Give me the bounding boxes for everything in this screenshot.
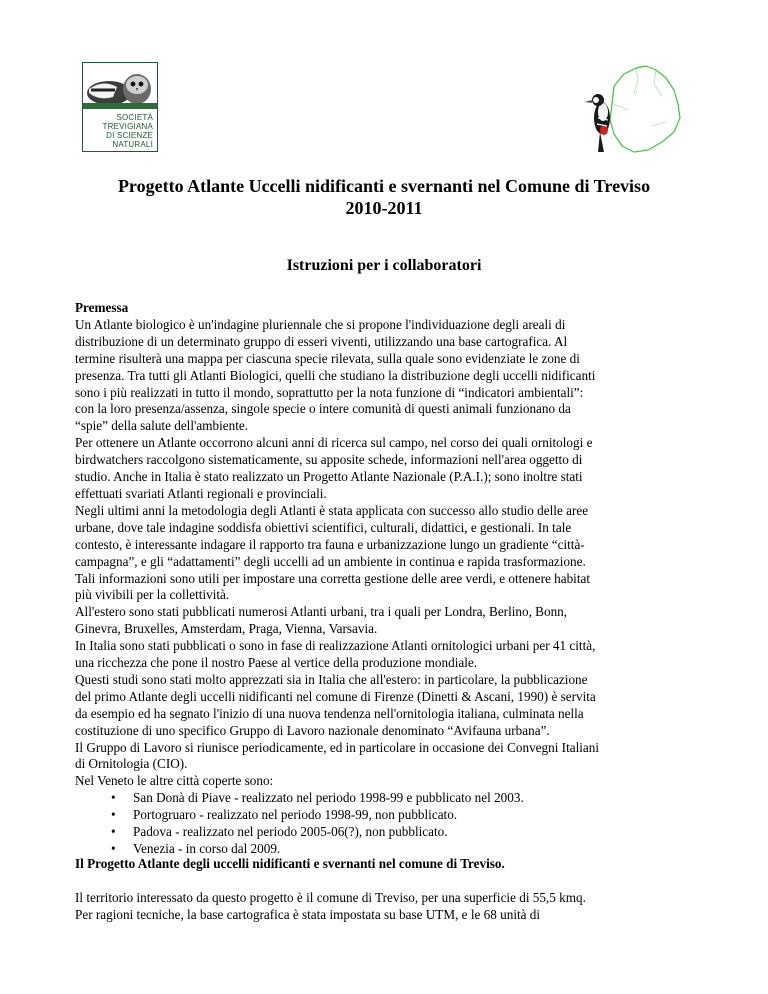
list-item: • San Donà di Piave - realizzato nel periodo 1998-99 e pubblicato nel 2003. xyxy=(133,790,703,807)
logo-line: NATURALI xyxy=(112,140,153,149)
text-line: Per ottenere un Atlante occorrono alcuni anni di ricerca sul campo, nel corso dei quali ornitologi e xyxy=(75,435,593,451)
text-line: sono i più realizzati in tutto il mondo, soprattutto per la nota funzione di “indicatori ambientali”: xyxy=(75,384,584,400)
section-progetto xyxy=(75,890,703,924)
section-heading: Premessa xyxy=(75,300,129,315)
text-line: effettuati svariati Atlanti regionali e provinciali. xyxy=(75,485,327,501)
text-line: termine risulterà una mappa per ciascuna specie rilevata, sulla quale sono evidenziate le zone di xyxy=(75,350,580,366)
section-heading: Il Progetto Atlante degli uccelli nidificanti e svernanti nel comune di Treviso. xyxy=(75,856,505,871)
text-line: Nel Veneto le altre città coperte sono: xyxy=(75,773,274,789)
page-subtitle: Istruzioni per i collaboratori xyxy=(286,257,482,274)
city-list xyxy=(75,790,703,858)
text-line: birdwatchers raccolgono sistematicamente, su apposite schede, informazioni nell'area oggetto di xyxy=(75,452,583,468)
title-line: 2010-2011 xyxy=(345,198,423,218)
text-line: con la loro presenza/assenza, singole specie o intere comunità di questi animali funzionano da xyxy=(75,401,571,417)
text-line: contesto, è interessante indagare il rapporto tra fauna e urbanizzazione lungo un gradiente “città- xyxy=(75,536,585,552)
text-line: Il territorio interessato da questo progetto è il comune di Treviso, per una superficie di 55,5 kmq. xyxy=(75,890,586,905)
woodpecker-icon xyxy=(584,94,610,152)
text-line: Negli ultimi anni la metodologia degli Atlanti è stata applicata con successo allo studio delle aree xyxy=(75,502,589,518)
section-premessa xyxy=(75,300,703,858)
text-line: Ginevra, Bruxelles, Amsterdam, Praga, Vienna, Varsavia. xyxy=(75,621,378,637)
list-item: • Venezia - in corso dal 2009. xyxy=(133,841,703,858)
title-line: Progetto Atlante Uccelli nidificanti e svernanti nel Comune di Treviso xyxy=(117,176,651,196)
text-line: distribuzione di un determinato gruppo di esseri viventi, utilizzando una base cartografica. Al xyxy=(75,333,568,349)
page-title xyxy=(40,175,728,219)
text-line: “spie” della salute dell'ambiente. xyxy=(75,418,249,434)
text-line: In Italia sono stati pubblicati o sono in fase di realizzazione Atlanti ornitologici urbani per 41 città, xyxy=(75,638,596,654)
list-item: • Portogruaro - realizzato nel periodo 1998-99, non pubblicato. xyxy=(133,807,703,824)
text-line: All'estero sono stati pubblicati numerosi Atlanti urbani, tra i quali per Londra, Berlino, Bonn, xyxy=(75,604,568,620)
text-line: Un Atlante biologico è un'indagine pluriennale che si propone l'individuazione degli areali di xyxy=(75,316,566,332)
badger-owl-icon xyxy=(83,63,157,109)
text-line: del primo Atlante degli uccelli nidificanti nel comune di Firenze (Dinetti & Ascani, 1990) è servita xyxy=(75,688,596,704)
woodpecker-map-icon xyxy=(576,60,686,160)
logo-line: SOCIETÀ xyxy=(116,113,153,122)
text-line: di Ornitologia (CIO). xyxy=(75,756,188,772)
text-line: Il Gruppo di Lavoro si riunisce periodicamente, ed in particolare in occasione dei Convegni Italiani xyxy=(75,739,600,755)
text-line: studio. Anche in Italia è stato realizzato un Progetto Atlante Nazionale (P.A.I.); sono inoltre stati xyxy=(75,469,583,485)
text-line: Tali informazioni sono utili per impostare una corretta gestione delle aree verdi, e ottenere habitat xyxy=(75,570,591,586)
society-logo xyxy=(82,62,158,152)
text-line: campagna”, e gli “adattamenti” degli uccelli ad un ambiente in continua e rapida trasformazione. xyxy=(75,553,586,569)
logo-text xyxy=(87,113,153,149)
text-line: da esempio ed ha segnato l'inizio di una nuova tendenza nell'ornitologia italiana, culminata nella xyxy=(75,705,584,721)
text-line: una ricchezza che pone il nostro Paese al vertice della produzione mondiale. xyxy=(75,655,478,671)
text-line: urbane, dove tale indagine soddisfa obiettivi scientifici, culturali, didattici, e gestionali. In tale xyxy=(75,519,572,535)
logo-line: DI SCIENZE xyxy=(106,131,153,140)
text-line: presenza. Tra tutti gli Atlanti Biologici, quelli che studiano la distribuzione degli uccelli nidificanti xyxy=(75,367,596,383)
text-line: costituzione di uno specifico Gruppo di Lavoro nazionale denominato “Avifauna urbana”. xyxy=(75,722,550,738)
logo-line: TREVIGIANA xyxy=(102,122,153,131)
text-line: Per ragioni tecniche, la base cartografica è stata impostata su base UTM, e le 68 unità di xyxy=(75,906,541,922)
text-line: più vivibili per la collettività. xyxy=(75,587,230,603)
text-line: Questi studi sono stati molto apprezzati sia in Italia che all'estero: in particolare, la pubblicazione xyxy=(75,671,588,687)
list-item: • Padova - realizzato nel periodo 2005-06(?), non pubblicato. xyxy=(133,824,703,841)
